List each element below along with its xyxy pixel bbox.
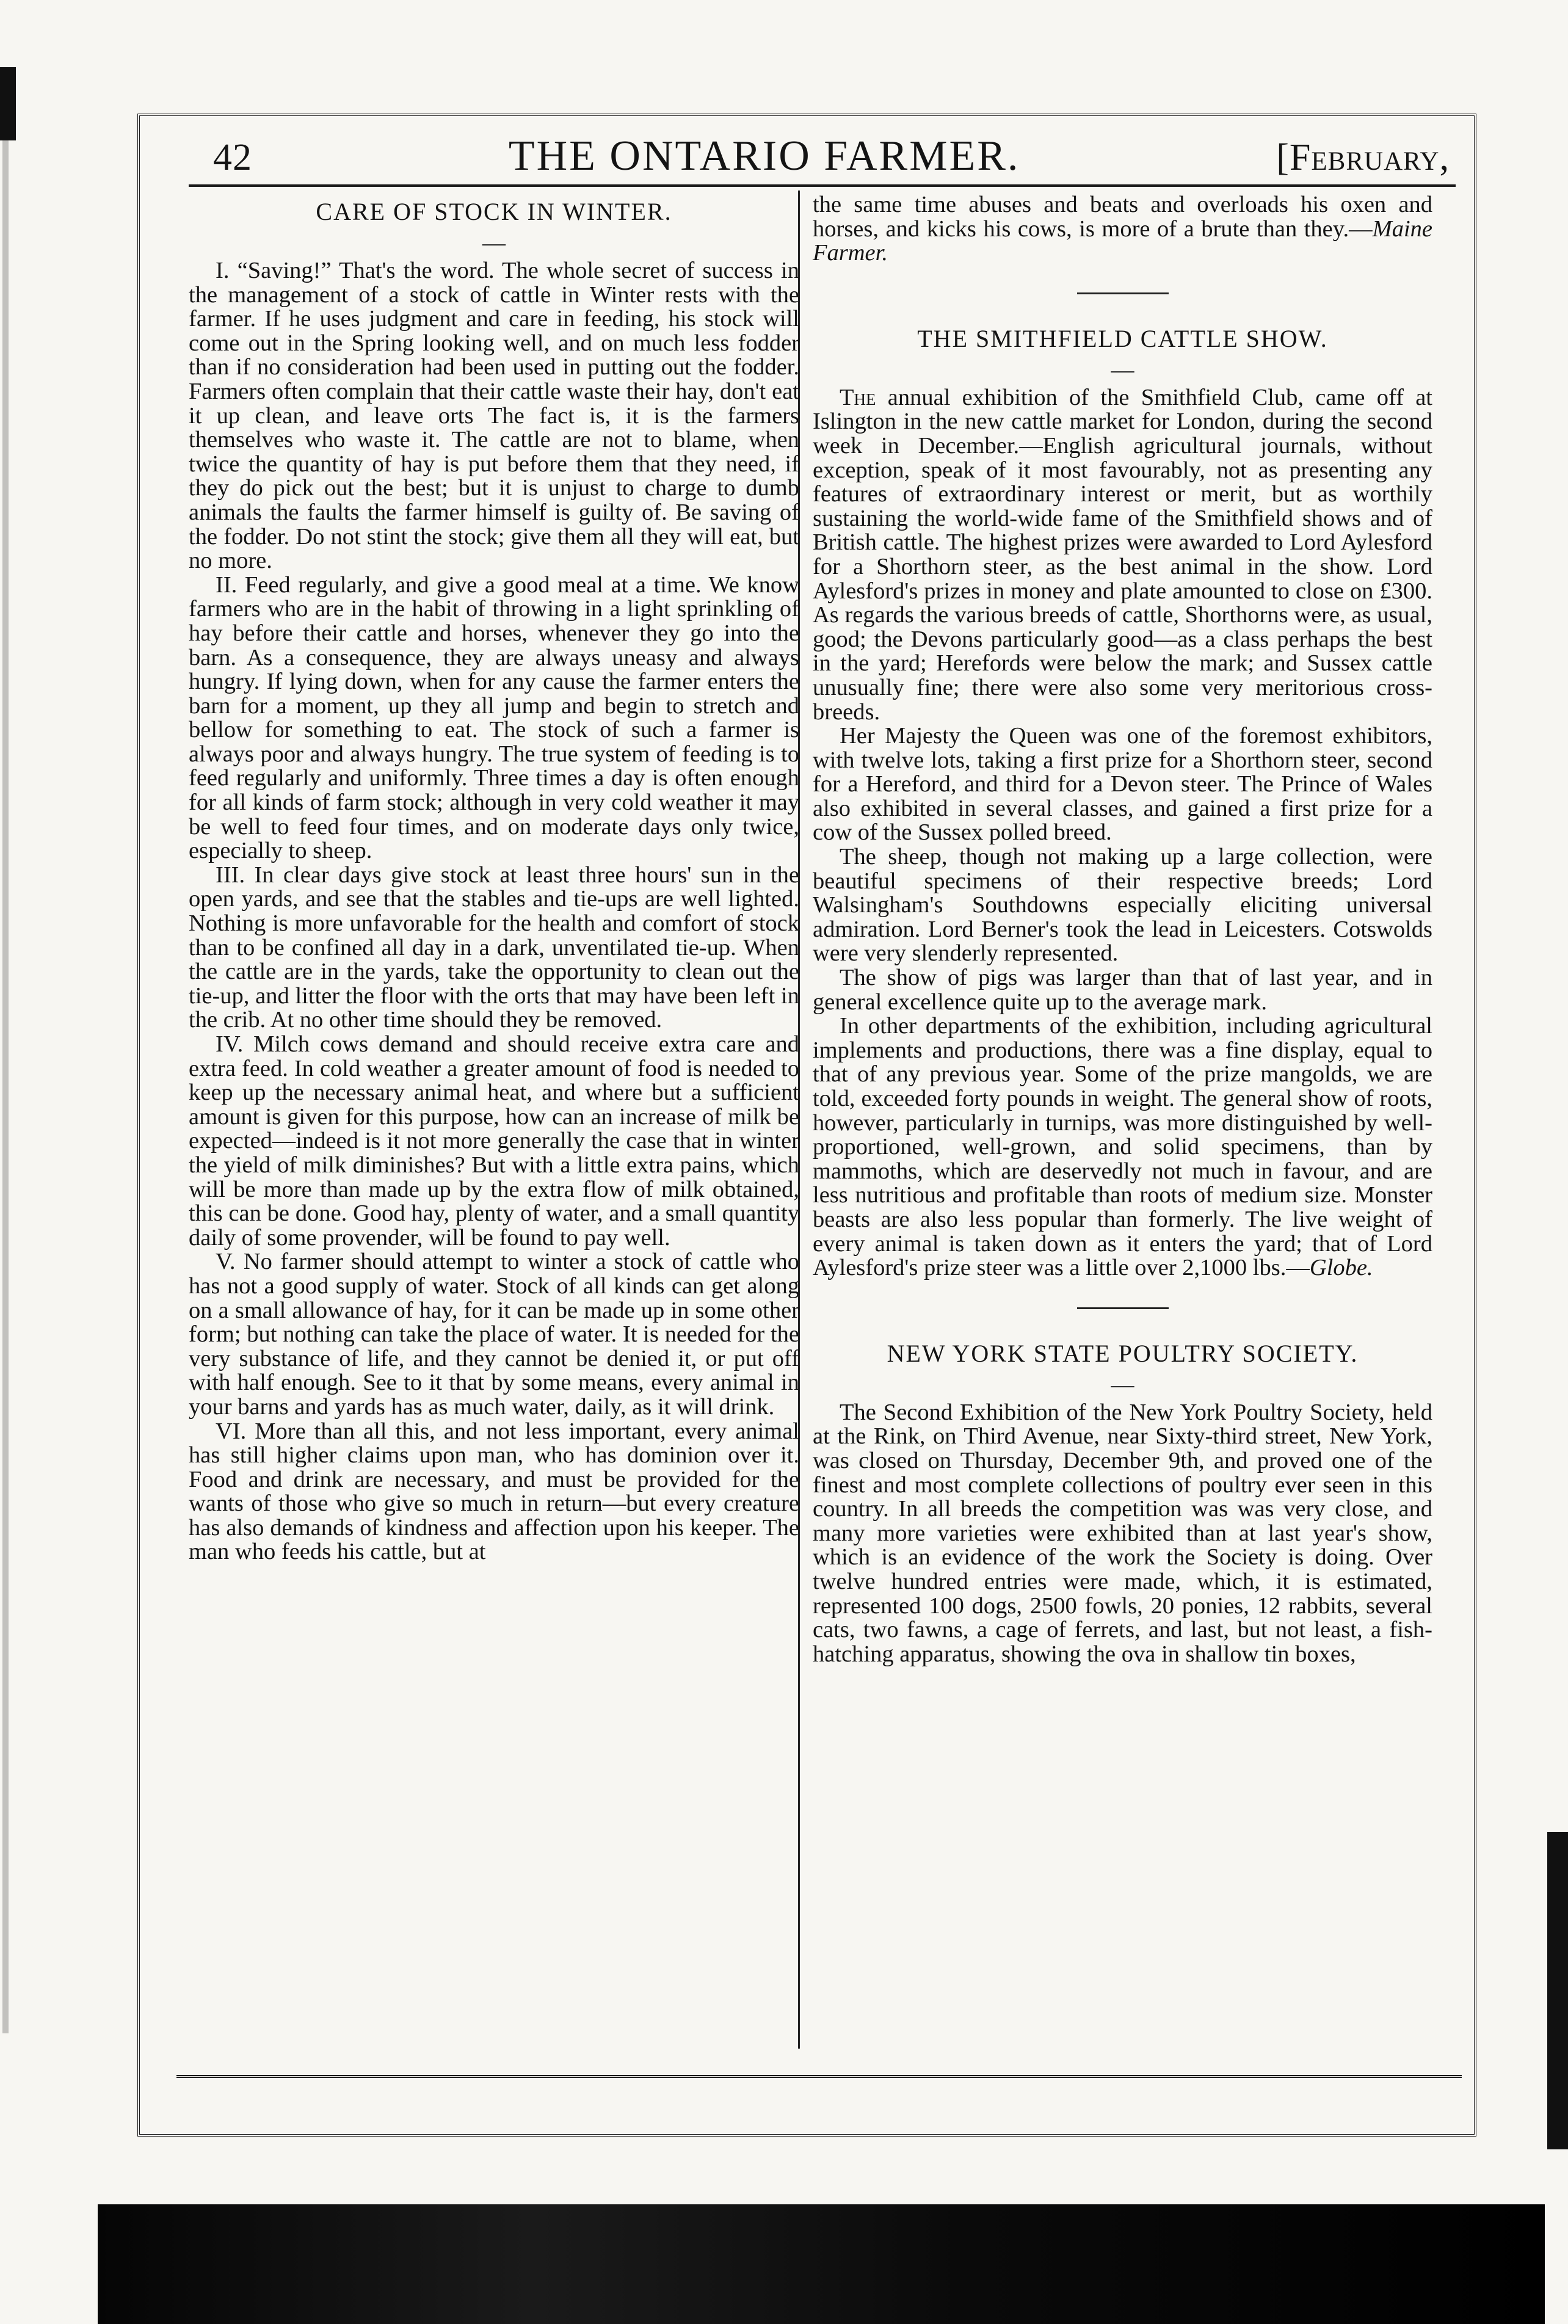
- page-header: [213, 132, 1450, 184]
- header-rule: [189, 184, 1456, 187]
- paragraph-text: In other departments of the exhibition, including agricultural implements and productions, there was a fine display, equal to that of any previous year. Some of the prize mangolds, we are told, exceeded forty pounds in weight. The general show of roots, however, particularly in turnips, was more distinguished by well-proportioned, well-grown, and solid specimens, than by mammoths, which are deservedly not much in favour, and are less nutritious and profitable than roots of medium size. Monster beasts are also less popular than formerly. The live weight of every animal is taken down as it enters the yard; that of Lord Aylesford's prize steer was a little over 2,1000 lbs.—: [813, 1013, 1432, 1281]
- paragraph: The Second Exhibition of the New York Poultry Society, held at the Rink, on Third Avenue, near Sixty-third street, New York, was closed on Thursday, December 9th, and proved one of the finest and most complete collections of poultry ever seen in this country. In all breeds the competition was was very close, and many more varieties were exhibited than at last year's show, which is an evidence of the work the Society is doing. Over twelve hundred entries were made, which, it is estimated, represented 100 dogs, 2500 fowls, 20 ponies, 12 rabbits, several cats, two fawns, a cage of ferrets, and last, but not least, a fish-hatching apparatus, showing the ova in shallow tin boxes,: [813, 1399, 1432, 1667]
- paragraph: III. In clear days give stock at least three hours' sun in the open yards, and see that the stables and tie-ups are well lighted. Nothing is more unfavorable for the health and comfort of stock than to be confined all day in a dark, unventilated tie-up. When the cattle are in the yards, take the opportunity to clean out the tie-up, and litter the floor with the orts that may have been left in the crib. At no other time should they be removed.: [189, 862, 799, 1033]
- title-dash: —: [1111, 357, 1134, 383]
- right-column: [813, 193, 1432, 1666]
- issue-month: [February,: [1276, 137, 1450, 178]
- lead-word: The: [840, 384, 876, 410]
- paragraph: V. No farmer should attempt to winter a stock of cattle who has not a good supply of water. Stock of all kinds can get along on a small allowance of hay, for it can be made up in some other form; but nothing can take the place of water. It is needed for the very substance of life, and they cannot be denied it, or put off with half enough. See to it that by some means, every animal in your barns and yards has as much water, daily, as it will drink.: [189, 1249, 799, 1420]
- paragraph: II. Feed regularly, and give a good meal at a time. We know farmers who are in the habit of throwing in a light sprinkling of hay before their cattle and horses, whenever they go into the barn. As a consequence, they are always uneasy and always hungry. If lying down, when for any cause the farmer enters the barn for a moment, up they all jump and begin to stretch and bellow for something to eat. The stock of such a farmer is always poor and always hungry. The true system of feeding is to feed regularly and uniformly. Three times a day is often enough for all kinds of farm stock; although in very cold weather it may be well to feed four times, and on moderate days only twice, especially to sheep.: [189, 572, 799, 864]
- title-dash: —: [482, 230, 506, 256]
- scan-edge-mark-right: [1547, 1832, 1568, 2149]
- section-rule: [1077, 292, 1169, 294]
- paragraph-text: annual exhibition of the Smithfield Club, came off at Islington in the new cattle market for London, during the second week in December.—English agricultural journals, without exception, speak of it most favourably, not as presenting any features of extraordinary interest or merit, but as worthily sustaining the world-wide fame of the Smithfield shows and of British cattle. The highest prizes were awarded to Lord Aylesford for a Shorthorn steer, as the best animal in the show. Lord Aylesford's prizes in money and plate amounted to close on £300. As regards the various breeds of cattle, Shorthorns were, as usual, good; the Devons particularly good—as a class perhaps the best in the yard; Herefords were below the mark; and Sussex cattle unusually fine; there were also some very meritorious cross-breeds.: [813, 384, 1432, 725]
- newspaper-page: [137, 114, 1476, 2137]
- source-credit: Globe.: [1309, 1255, 1373, 1281]
- paragraph: IV. Milch cows demand and should receive extra care and extra feed. In cold weather a greater amount of food is needed to keep up the necessary animal heat, and where but a sufficient amount is given for this purpose, how can an increase of milk be expected—indeed is it not more generally the case that in winter the yield of milk diminishes? But with a little extra pains, which will be more than made up by the extra flow of milk obtained, this can be done. Good hay, plenty of water, and a small quantity daily of some provender, will be found to pay well.: [189, 1031, 799, 1251]
- continued-paragraph: [813, 193, 1432, 266]
- article-title-smithfield: THE SMITHFIELD CATTLE SHOW.: [917, 324, 1328, 352]
- bottom-rule: [176, 2075, 1462, 2078]
- paragraph: The sheep, though not making up a large collection, were beautiful specimens of their respective breeds; Lord Walsingham's Southdowns especially eliciting universal admiration. Lord Berner's took the lead in Leicesters. Cotswolds were very slenderly represented.: [813, 844, 1432, 967]
- scan-shadow-left: [2, 140, 9, 2033]
- journal-title: THE ONTARIO FARMER.: [508, 133, 1020, 180]
- article-title-poultry: NEW YORK STATE POULTRY SOCIETY.: [887, 1339, 1359, 1367]
- paragraph: Her Majesty the Queen was one of the foremost exhibitors, with twelve lots, taking a first prize for a Shorthorn steer, second for a Hereford, and third for a Devon steer. The Prince of Wales also exhibited in several classes, and gained a first prize for a cow of the Sussex polled breed.: [813, 723, 1432, 846]
- paragraph: VI. More than all this, and not less important, every animal has still higher claims upon man, who has dominion over it. Food and drink are necessary, and must be provided for the wants of those who give so much in return—but every creature has also demands of kindness and affection upon his keeper. The man who feeds his cattle, but at: [189, 1418, 799, 1565]
- paragraph: [813, 386, 1432, 724]
- section-rule: [1077, 1307, 1169, 1309]
- scan-edge-mark: [0, 67, 16, 140]
- paragraph: The show of pigs was larger than that of last year, and in general excellence quite up to the average mark.: [813, 965, 1432, 1015]
- continuation-text: the same time abuses and beats and overloads his oxen and horses, and kicks his cows, is more of a brute than they.—: [813, 192, 1432, 242]
- title-dash: —: [1111, 1371, 1134, 1398]
- paragraph: [813, 1014, 1432, 1280]
- paragraph: I. “Saving!” That's the word. The whole secret of success in the management of a stock of cattle in Winter rests with the farmer. If he uses judgment and care in feeding, his stock will come out in the Spring looking well, and on much less fodder than if no consideration had been used in putting out the fodder. Farmers often complain that their cattle waste their hay, don't eat it up clean, and leave orts The fact is, it is the farmers themselves who waste it. The cattle are not to blame, when twice the quantity of hay is put before them that they need, if they do pick out the best; but it is unjust to charge to dumb animals the faults the farmer himself is guilty of. Be saving of the fodder. Do not stint the stock; give them all they will eat, but no more.: [189, 258, 799, 574]
- left-column: [189, 193, 799, 1564]
- page-number: 42: [213, 137, 252, 178]
- article-title-care-of-stock: CARE OF STOCK IN WINTER.: [316, 198, 672, 225]
- source-credit: Maine Farmer.: [813, 216, 1432, 266]
- scan-bottom-binding: [98, 2204, 1545, 2324]
